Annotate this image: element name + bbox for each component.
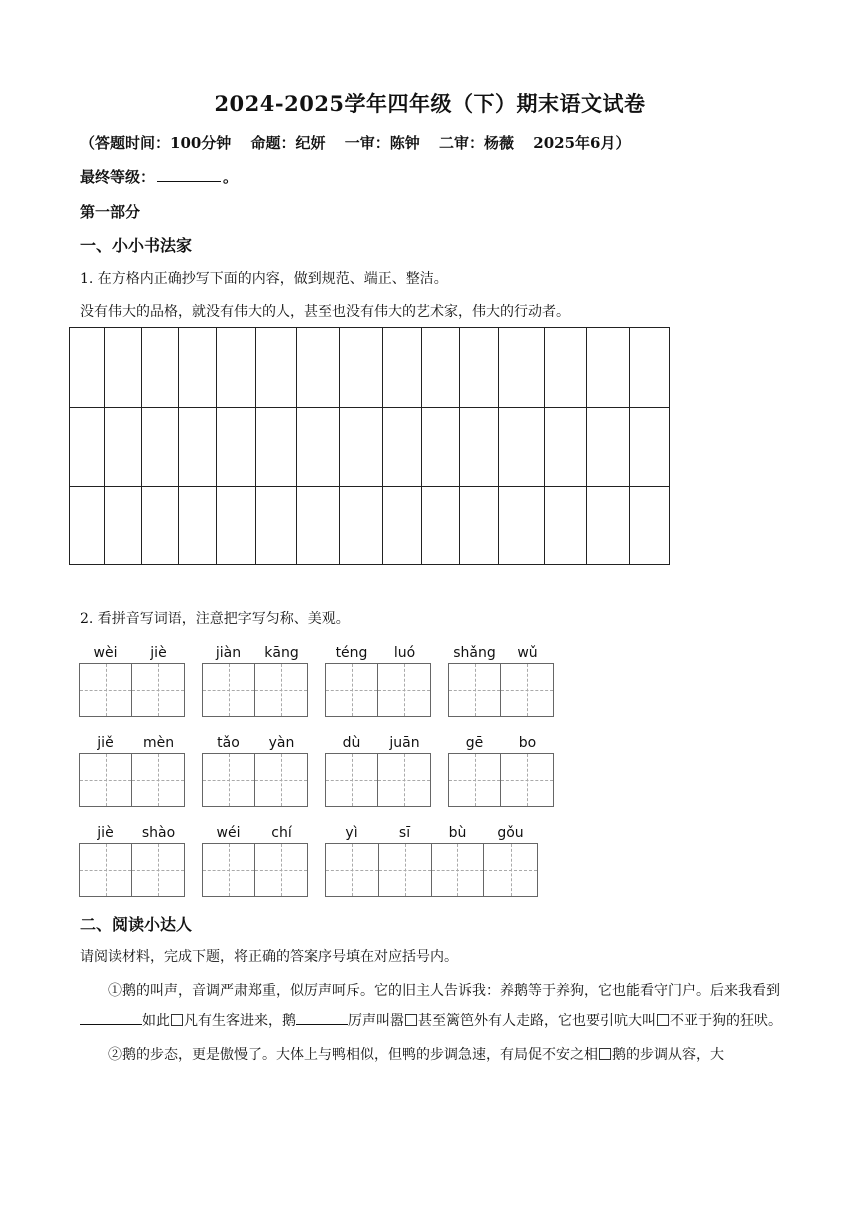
fill-blank-1[interactable] xyxy=(80,1011,142,1025)
pinyin-label: bo xyxy=(518,735,537,751)
copy-writing-grid[interactable] xyxy=(69,327,670,565)
reading-instruction: 请阅读材料，完成下题，将正确的答案序号填在对应括号内。 xyxy=(80,949,458,965)
final-grade-label: 最终等级： xyxy=(80,168,156,186)
fill-blank-2[interactable] xyxy=(296,1011,348,1025)
pinyin-label: téng xyxy=(335,645,368,661)
punctuation-box[interactable] xyxy=(405,1014,417,1026)
question-2: 2. 看拼音写词语，注意把字写匀称、美观。 xyxy=(80,611,350,627)
final-grade-blank[interactable] xyxy=(157,167,221,182)
tianzige-box[interactable] xyxy=(448,663,554,717)
pinyin-label: shào xyxy=(141,825,176,841)
pinyin-label: kāng xyxy=(264,645,299,661)
copy-text: 没有伟大的品格，就没有伟大的人，甚至也没有伟大的艺术家，伟大的行动者。 xyxy=(80,304,570,320)
exam-duration: （答题时间：100分钟 xyxy=(80,134,232,152)
passage-paragraph-1: ①鹅的叫声，音调严肃郑重，似厉声呵斥。它的旧主人告诉我：养鹅等于养狗，它也能看守门户。后来我看到如此 凡有生客进来，鹅 厉声叫嚣 甚至篱笆外有人走路，它也要引吭大叫 不亚于狗的狂吠。 xyxy=(80,976,782,1036)
punctuation-box[interactable] xyxy=(171,1014,183,1026)
reading-passage xyxy=(80,976,782,1070)
exam-review-2: 二审：杨薇 xyxy=(439,134,515,152)
punctuation-box[interactable] xyxy=(657,1014,669,1026)
tianzige-box[interactable] xyxy=(79,753,185,807)
page-title: 2024-2025学年四年级（下）期末语文试卷 xyxy=(214,91,646,116)
punctuation-box[interactable] xyxy=(599,1048,611,1060)
tianzige-box[interactable] xyxy=(79,663,185,717)
tianzige-box[interactable] xyxy=(325,663,431,717)
pinyin-label: sī xyxy=(398,825,411,841)
pinyin-label: bù xyxy=(448,825,467,841)
section-1-heading: 一、小小书法家 xyxy=(80,236,193,255)
tianzige-box[interactable] xyxy=(202,753,308,807)
final-grade-end: 。 xyxy=(223,168,239,186)
tianzige-box[interactable] xyxy=(202,663,308,717)
pinyin-label: shǎng xyxy=(453,645,496,661)
pinyin-label: jiè xyxy=(97,825,114,841)
pinyin-label: jiè xyxy=(150,645,167,661)
exam-date: 2025年6月） xyxy=(533,134,631,152)
pinyin-label: yì xyxy=(345,825,358,841)
pinyin-label: wèi xyxy=(93,645,118,661)
tianzige-box[interactable] xyxy=(325,843,538,897)
question-1: 1. 在方格内正确抄写下面的内容，做到规范、端正、整洁。 xyxy=(80,271,448,287)
pinyin-label: jiàn xyxy=(215,645,242,661)
tianzige-box[interactable] xyxy=(202,843,308,897)
part-one-label: 第一部分 xyxy=(80,203,141,221)
pinyin-label: tǎo xyxy=(217,735,240,751)
pinyin-label: mèn xyxy=(142,735,175,751)
tianzige-box[interactable] xyxy=(448,753,554,807)
exam-author: 命题：纪妍 xyxy=(250,134,326,152)
pinyin-label: dù xyxy=(342,735,361,751)
exam-review-1: 一审：陈钟 xyxy=(344,134,420,152)
pinyin-label: jiě xyxy=(97,735,114,751)
pinyin-label: luó xyxy=(393,645,416,661)
section-2-heading: 二、阅读小达人 xyxy=(80,915,193,934)
passage-paragraph-2: ②鹅的步态，更是傲慢了。大体上与鸭相似，但鸭的步调急速，有局促不安之相 鹅的步调从容，大 xyxy=(108,1047,724,1063)
final-grade xyxy=(80,166,238,187)
pinyin-label: chí xyxy=(271,825,292,841)
pinyin-label: wǔ xyxy=(517,645,538,661)
pinyin-label: yàn xyxy=(268,735,295,751)
tianzige-box[interactable] xyxy=(79,843,185,897)
pinyin-label: juān xyxy=(389,735,420,751)
pinyin-label: gē xyxy=(465,735,484,751)
pinyin-label: wéi xyxy=(216,825,241,841)
exam-meta xyxy=(80,132,644,153)
pinyin-label: gǒu xyxy=(497,825,524,841)
tianzige-box[interactable] xyxy=(325,753,431,807)
